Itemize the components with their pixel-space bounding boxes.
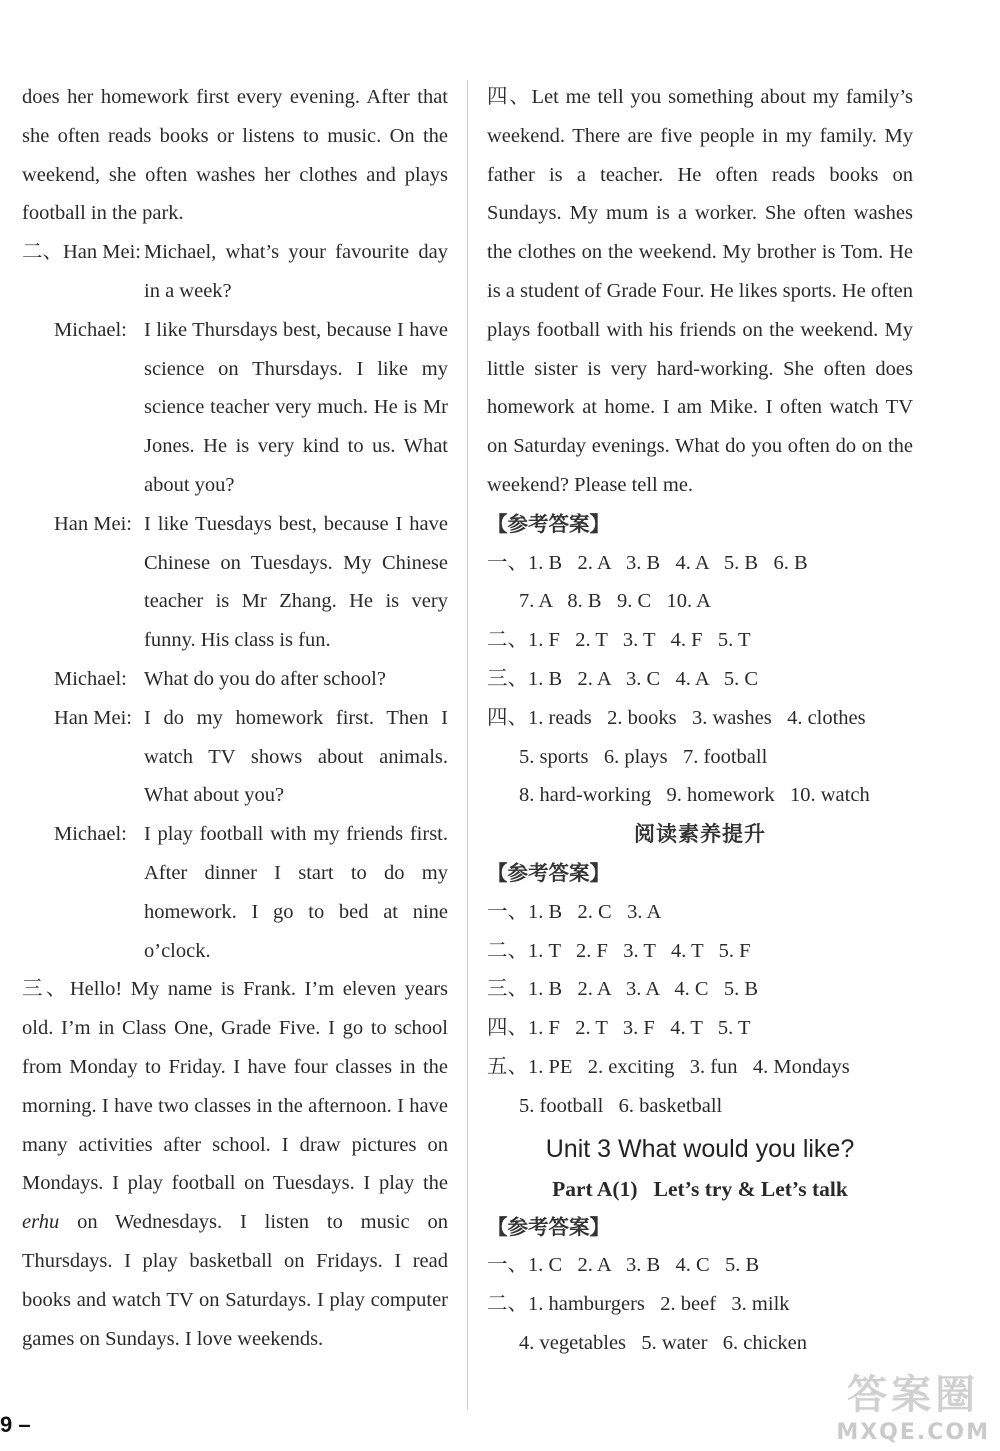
dialogue-speaker: Han Mei: (54, 706, 132, 729)
answer-line: 8. hard-working 9. homework 10. watch (519, 784, 870, 807)
answer-line: 二、1. hamburgers 2. beef 3. milk (487, 1293, 790, 1316)
dialogue-text: What do you do after school? (144, 667, 386, 690)
answer-line: 5. sports 6. plays 7. football (519, 745, 768, 768)
dialogue-text: I like Tuesdays best, because I have Chinese on Tuesdays. My Chinese teacher is Mr Zhang. He is very funny. His class is fun. (144, 512, 448, 652)
section-four-paragraph: 四、Let me tell you something about my family’s weekend. There are five people in my family. My father is a teacher. He often reads books on Sundays. My mum is a worker. She often washes the clothes on the weekend. My brother is Tom. He is a student of Grade Four. He likes sports. He often plays football with his friends on the weekend. My little sister is very hard-working. She often does homework at home. I am Mike. I often watch TV on Saturday evenings. What do you often do on the weekend? Please tell me. (487, 86, 914, 496)
dialogue-line (22, 699, 448, 815)
answer-line: 4. vegetables 5. water 6. chicken (519, 1331, 808, 1354)
answer-line: 一、1. B 2. A 3. B 4. A 5. B 6. B (487, 551, 808, 574)
answer-label: 【参考答案】 (487, 860, 610, 885)
answer-line: 三、1. B 2. A 3. C 4. A 5. C (487, 667, 759, 690)
answer-line: 一、1. B 2. C 3. A (487, 900, 662, 923)
answer-line: 四、1. F 2. T 3. F 4. T 5. T (487, 1017, 751, 1040)
answer-line: 四、1. reads 2. books 3. washes 4. clothes (487, 706, 866, 729)
dialogue-line (22, 233, 448, 311)
italic-word: erhu (22, 1211, 60, 1234)
watermark-logo (836, 1363, 990, 1445)
watermark-logo-text: 答案圈 (847, 1372, 980, 1418)
answer-label: 【参考答案】 (487, 511, 610, 536)
answer-line: 7. A 8. B 9. C 10. A (519, 590, 711, 613)
section-marker: 四、 (487, 86, 532, 108)
dialogue-line (22, 660, 448, 699)
answer-line: 三、1. B 2. A 3. A 4. C 5. B (487, 978, 759, 1001)
section-marker: 二、 (22, 241, 63, 264)
answer-line: 五、1. PE 2. exciting 3. fun 4. Mondays (487, 1055, 850, 1078)
dialogue-speaker: Michael: (54, 667, 127, 690)
answer-line: 5. football 6. basketball (519, 1094, 723, 1117)
answer-list (487, 1246, 913, 1362)
dialogue-line (22, 311, 448, 505)
answer-label: 【参考答案】 (487, 1214, 610, 1239)
unit-title: Unit 3 What would you like? (545, 1134, 855, 1163)
part-title: Part A(1) Let’s try & Let’s talk (552, 1176, 848, 1201)
watermark-url: MXQE.COM (836, 1420, 990, 1445)
dialogue-text: I like Thursdays best, because I have science on Thursdays. I like my science teacher very much. He is Mr Jones. He is very kind to us. What about you? (144, 318, 448, 496)
section-three-paragraph: 三、Hello! My name is Frank. I’m eleven years old. I’m in Class One, Grade Five. I go to school from Monday to Friday. I have four classes in the morning. I have two classes in the afternoon. I have many activities after school. I draw pictures on Mondays. I play football on Tuesdays. I play the erhu on Wednesdays. I listen to music on Thursdays. I play basketball on Fridays. I read books and watch TV on Saturdays. I play computer games on Sundays. I love weekends. (22, 978, 448, 1350)
answer-line: 二、1. T 2. F 3. T 4. T 5. F (487, 939, 751, 962)
page-number: 9 – (0, 1412, 31, 1437)
right-column (487, 78, 913, 1363)
answer-line: 二、1. F 2. T 3. T 4. F 5. T (487, 629, 751, 652)
answer-line: 一、1. C 2. A 3. B 4. C 5. B (487, 1254, 760, 1277)
dialogue-speaker: Michael: (54, 823, 127, 846)
dialogue-speaker: Michael: (54, 318, 127, 341)
dialogue-text: I play football with my friends first. After dinner I start to do my homework. I go to bed at nine o’clock. (144, 823, 448, 962)
left-column (22, 78, 448, 1358)
answer-list (487, 544, 913, 816)
column-divider (467, 80, 468, 1410)
section-marker: 三、 (22, 978, 70, 1001)
dialogue-text: I do my homework first. Then I watch TV shows about animals. What about you? (144, 706, 448, 807)
dialogue-text: Michael, what’s your favourite day in a week? (144, 241, 448, 302)
answer-list (487, 893, 913, 1126)
dialogue-line (22, 815, 448, 970)
paragraph-continuation: does her homework first every evening. After that she often reads books or listens to music. On the weekend, she often washes her clothes and plays football in the park. (22, 86, 448, 225)
section-title: 阅读素养提升 (634, 822, 766, 847)
dialogue-line (22, 505, 448, 660)
dialogue-speaker: Han Mei: (54, 512, 132, 535)
dialogue-speaker: 二、Han Mei: (22, 241, 141, 264)
